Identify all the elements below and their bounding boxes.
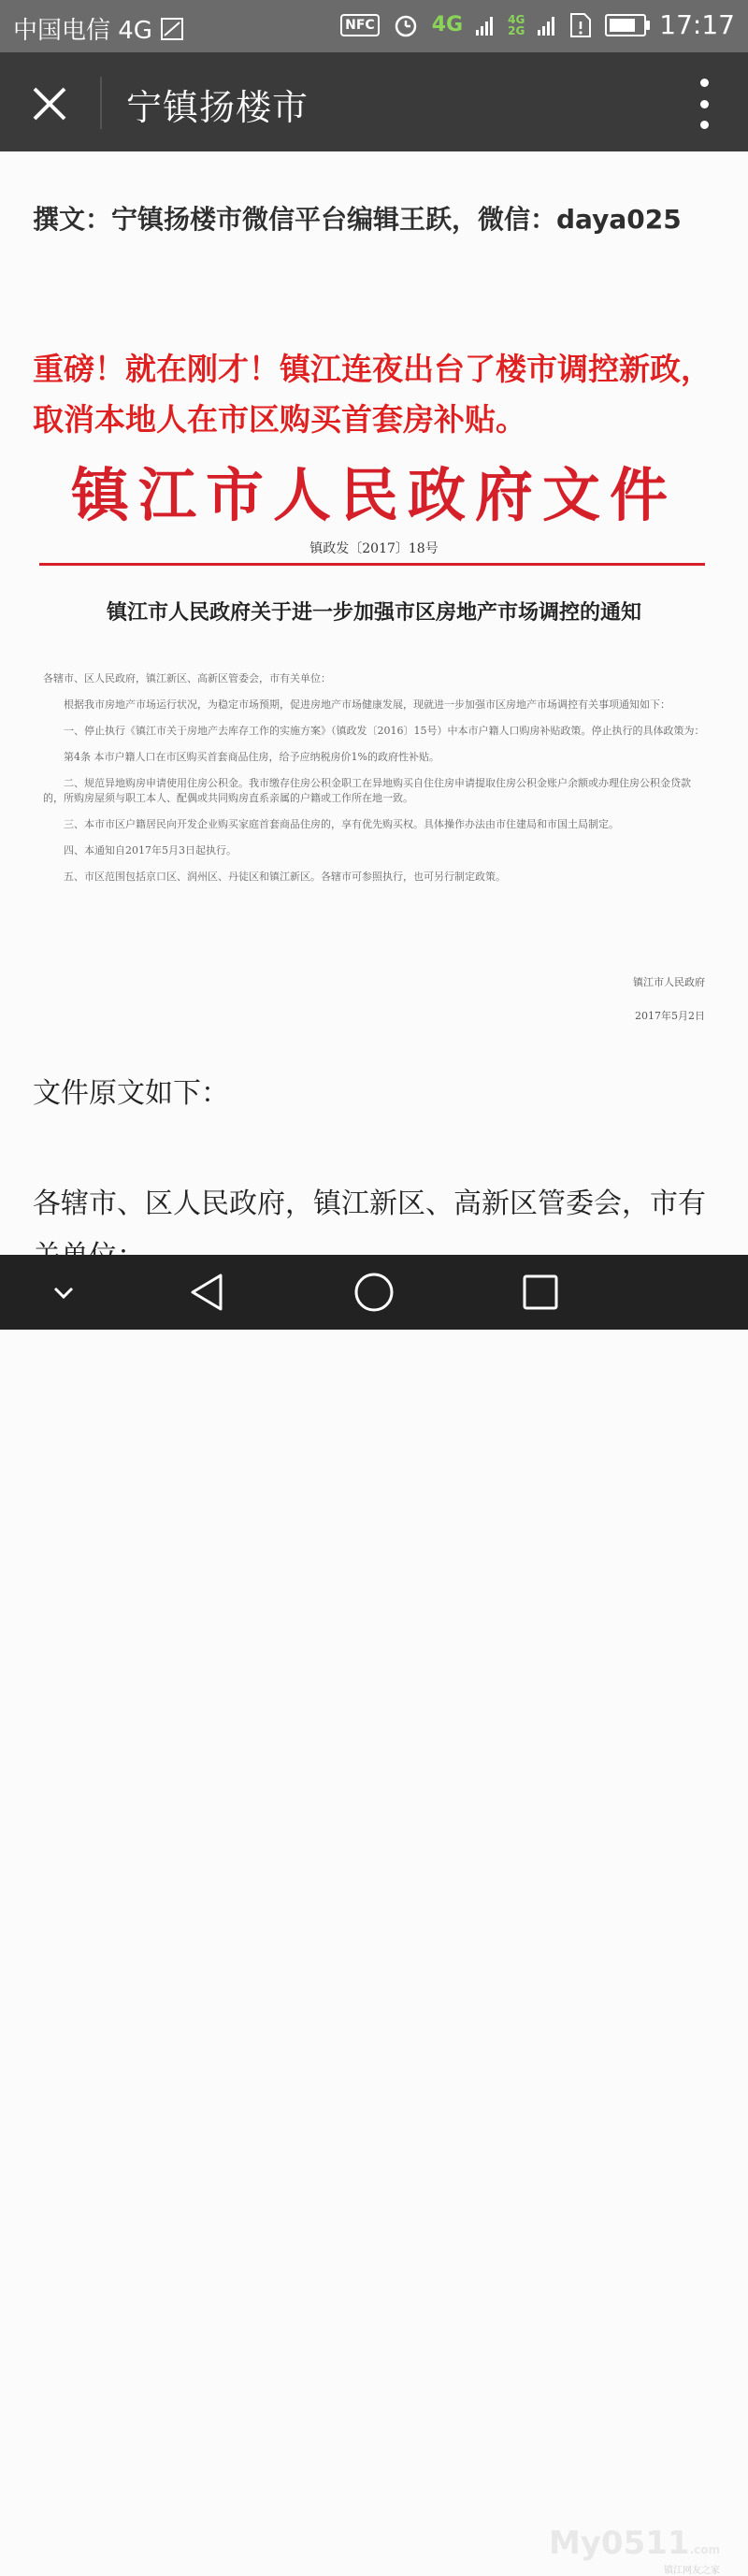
watermark-logo: My0511.com xyxy=(548,2525,720,2562)
document-paragraph: 四、本通知自2017年5月3日起执行。 xyxy=(64,844,237,856)
carrier-label: 中国电信 4G xyxy=(13,17,152,45)
status-bar xyxy=(0,0,748,52)
home-button[interactable] xyxy=(352,1270,396,1315)
signal-icon-2 xyxy=(538,15,556,36)
document-number: 镇政发〔2017〕18号 xyxy=(309,541,439,556)
nfc-icon: NFC xyxy=(340,14,380,36)
network-4g-label: 4G xyxy=(431,13,464,36)
document-paragraph: 二、规范异地购房申请使用住房公积金。我市缴存住房公积金职工在异地购买自住住房申请提取住房公积金账户余额或办理住房公积金贷款的，所购房屋须与职工本人、配偶或共同购房直系亲属的户籍或工作所在地一致。 xyxy=(43,777,691,804)
document-paragraph: 三、本市市区户籍居民向开发企业购买家庭首套商品住房的，享有优先购买权。具体操作办法由市住建局和市国土局制定。 xyxy=(64,818,619,830)
document-paragraph: 各辖市、区人民政府，镇江新区、高新区管委会，市有关单位： xyxy=(43,672,331,684)
alarm-icon xyxy=(393,12,419,38)
document-header: 镇江市人民政府文件 xyxy=(70,461,677,529)
battery-icon xyxy=(605,14,646,36)
document-image xyxy=(30,449,718,1038)
chevron-down-icon xyxy=(41,1270,86,1315)
recents-square-icon xyxy=(518,1270,563,1315)
document-title: 镇江市人民政府关于进一步加强市区房地产市场调控的通知 xyxy=(106,601,641,625)
hide-keyboard-button[interactable] xyxy=(41,1270,86,1315)
document-paragraph: 第4条 本市户籍人口在市区购买首套商品住房，给予应纳税房价1%的政府性补贴。 xyxy=(64,751,439,763)
no-sim-icon xyxy=(160,17,184,41)
watermark-subtitle: 镇江网友之家 xyxy=(664,2566,720,2576)
network-dual-label: 4G 2G xyxy=(508,12,525,37)
navigation-bar xyxy=(0,1255,748,2576)
signal-icon xyxy=(476,15,495,36)
home-circle-icon xyxy=(352,1270,396,1315)
page-title: 宁镇扬楼市 xyxy=(126,87,309,128)
document-paragraph: 一、停止执行《镇江市关于房地产去库存工作的实施方案》（镇政发〔2016〕15号）中本市户籍人口购房补贴政策。停止执行的具体政策为： xyxy=(64,725,705,737)
title-divider xyxy=(100,77,102,129)
recents-button[interactable] xyxy=(518,1270,563,1315)
close-icon xyxy=(26,80,73,127)
article-content[interactable] xyxy=(0,151,748,1255)
article-byline: 撰文：宁镇扬楼市微信平台编辑王跃，微信：daya025 xyxy=(33,204,682,235)
more-dot-icon xyxy=(700,100,709,108)
clock: 17:17 xyxy=(659,9,735,40)
article-paragraph: 文件原文如下： xyxy=(33,1077,229,1110)
close-button[interactable] xyxy=(26,80,73,127)
title-bar xyxy=(0,52,748,151)
article-paragraph: 各辖市、区人民政府，镇江新区、高新区管委会，市有 xyxy=(33,1187,706,1220)
more-menu-button[interactable] xyxy=(694,79,714,129)
document-date: 2017年5月2日 xyxy=(635,1010,705,1022)
back-triangle-icon xyxy=(185,1270,230,1315)
back-button[interactable] xyxy=(185,1270,230,1315)
document-paragraph: 五、市区范围包括京口区、润州区、丹徒区和镇江新区。各辖市可参照执行，也可另行制定政策。 xyxy=(64,871,506,883)
document-body xyxy=(43,671,707,896)
document-paragraph: 根据我市房地产市场运行状况，为稳定市场预期，促进房地产市场健康发展，现就进一步加强市区房地产市场调控有关事项通知如下： xyxy=(64,698,670,711)
document-signature: 镇江市人民政府 xyxy=(633,976,705,988)
article-headline: 重磅！就在刚才！镇江连夜出台了楼市调控新政，取消本地人在市区购买首套房补贴。 xyxy=(33,351,712,438)
document-red-rule xyxy=(39,563,705,566)
more-dot-icon xyxy=(700,79,709,87)
more-dot-icon xyxy=(700,121,709,129)
sim-alert-icon xyxy=(569,12,592,38)
